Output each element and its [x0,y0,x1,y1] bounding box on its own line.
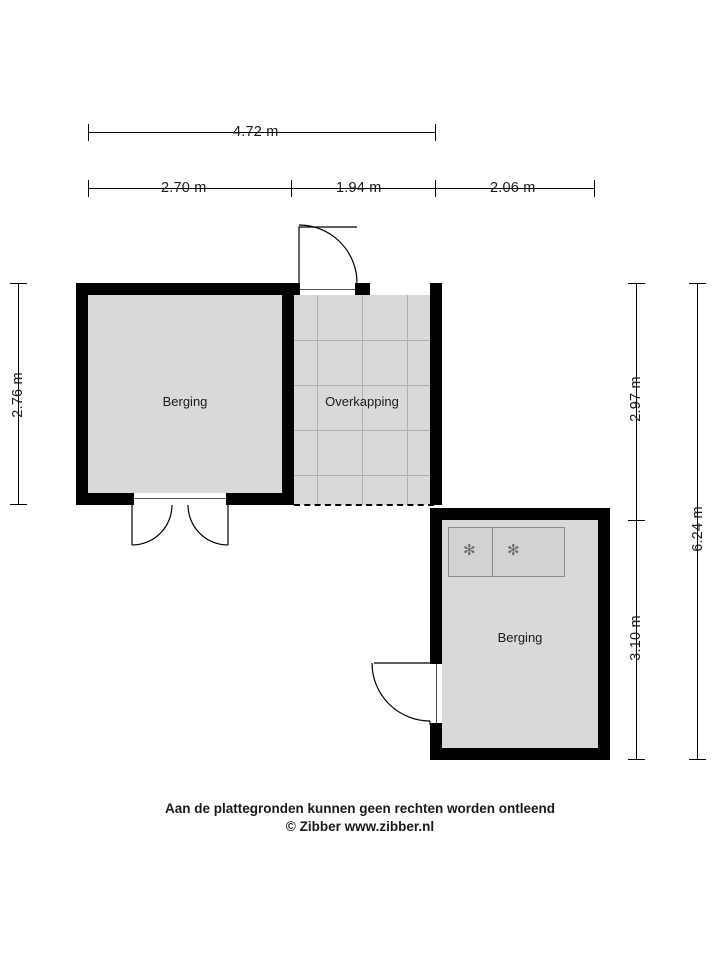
door-jamb-left-berging-left [132,493,134,505]
dimtick-left-top [10,283,27,284]
door-threshold-overkapping [299,289,357,290]
room-label-berging-right: Berging [497,630,543,645]
dimtick-right-lower-bottom [628,759,645,760]
dim-top-seg3-label: 2.06 m [490,180,536,196]
wall-right-block-right [598,508,610,760]
door-swing-berging-left [132,505,228,553]
wall-right-block-bottom [430,748,610,760]
door-jamb-left-overkapping [298,283,300,295]
dimtick-left-bottom [10,504,27,505]
wall-left-block-interior-divider [282,283,294,505]
dimtick-top-seg3-right [594,180,595,197]
dimtick-top-overall-right [435,124,436,141]
wall-right-block-top [430,508,610,520]
burner-icon-left: ✻ [463,542,476,559]
dim-right-overall-label: 6.24 m [689,506,706,552]
dim-right-upper-label: 2.97 m [627,376,644,422]
tile-line-h2 [294,385,430,386]
overkapping-open-edge [294,504,434,506]
tile-line-h4 [294,475,430,476]
footer-disclaimer: Aan de plattegronden kunnen geen rechten worden ontleend [164,801,556,816]
door-swing-berging-right [368,663,430,725]
tile-line-h3 [294,430,430,431]
door-swing-overkapping [299,225,359,283]
dim-top-overall-label: 4.72 m [233,124,279,140]
dimtick-top-overall-left [88,124,89,141]
dim-left-label: 2.76 m [9,372,26,418]
door-opening-berging-left [132,493,228,505]
wall-left-block-left [76,283,88,505]
dim-top-seg2-label: 1.94 m [336,180,382,196]
dimtick-top-seg1-left [88,180,89,197]
dimtick-right-overall-top [689,283,706,284]
burner-icon-right: ✻ [507,542,520,559]
door-threshold-berging-left [132,498,228,499]
door-jamb-top-berging-right [430,662,442,664]
door-jamb-right-berging-left [226,493,228,505]
wall-overkapping-right [430,283,442,505]
dimtick-right-upper-top [628,283,645,284]
door-jamb-right-overkapping [355,283,357,295]
room-label-overkapping: Overkapping [325,394,399,409]
door-jamb-bottom-berging-right [430,723,442,725]
room-label-berging-left: Berging [162,394,208,409]
tile-line-h1 [294,340,430,341]
dim-right-lower-label: 3.10 m [627,615,644,661]
door-threshold-berging-right [436,663,437,725]
dim-top-seg1-label: 2.70 m [161,180,207,196]
footer-copyright: © Zibber www.zibber.nl [285,819,435,834]
dimtick-right-overall-bottom [689,759,706,760]
counter-unit-far-right [536,527,565,577]
